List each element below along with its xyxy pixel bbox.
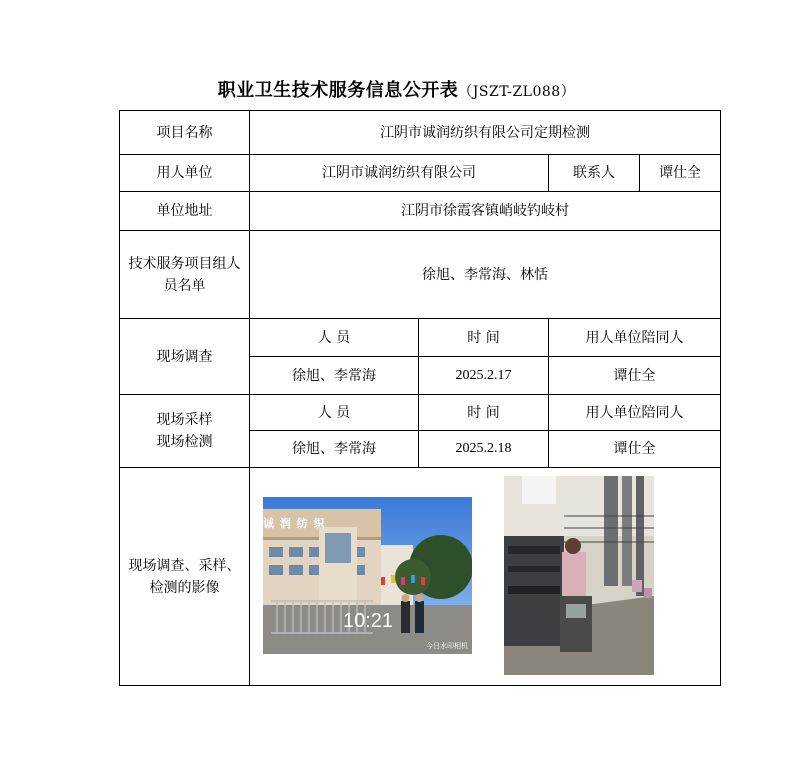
address-value: 江阴市徐霞客镇峭岐钓岐村 xyxy=(250,192,721,231)
title-code: （JSZT-ZL088） xyxy=(458,84,576,100)
contact-value: 谭仕全 xyxy=(640,155,721,192)
row-site-survey-header xyxy=(120,319,721,357)
sampling-header-people: 人 员 xyxy=(250,395,419,431)
site-survey-header-time: 时 间 xyxy=(419,319,549,357)
team-value: 徐旭、李常海、林恬 xyxy=(250,231,721,319)
row-sampling-header xyxy=(120,395,721,431)
site-survey-label: 现场调查 xyxy=(120,319,250,395)
page-title xyxy=(0,76,793,102)
row-employer xyxy=(120,155,721,192)
site-survey-people: 徐旭、李常海 xyxy=(250,357,419,395)
photo-sign-text: 诚 润 纺 织 xyxy=(263,517,326,530)
site-survey-header-escort: 用人单位陪同人 xyxy=(549,319,721,357)
row-project-name xyxy=(120,111,721,155)
employer-label: 用人单位 xyxy=(120,155,250,192)
sampling-people: 徐旭、李常海 xyxy=(250,431,419,468)
sampling-header-escort: 用人单位陪同人 xyxy=(549,395,721,431)
project-name-label: 项目名称 xyxy=(120,111,250,155)
row-team xyxy=(120,231,721,319)
workshop-photo xyxy=(504,476,654,675)
row-address xyxy=(120,192,721,231)
factory-gate-photo xyxy=(263,497,472,654)
site-survey-escort: 谭仕全 xyxy=(549,357,721,395)
sampling-date: 2025.2.18 xyxy=(419,431,549,468)
sampling-escort: 谭仕全 xyxy=(549,431,721,468)
sampling-label: 现场采样现场检测 xyxy=(120,395,250,468)
address-label: 单位地址 xyxy=(120,192,250,231)
employer-value: 江阴市诚润纺织有限公司 xyxy=(250,155,549,192)
title-main: 职业卫生技术服务信息公开表 xyxy=(217,80,459,101)
images-label: 现场调查、采样、检测的影像 xyxy=(120,468,250,686)
sampling-header-time: 时 间 xyxy=(419,395,549,431)
photo-watermark: 今日水印相机 xyxy=(426,642,468,650)
project-name-value: 江阴市诚润纺织有限公司定期检测 xyxy=(250,111,721,155)
photo-time-text: 10:21 xyxy=(343,610,394,632)
workshop-image xyxy=(504,476,654,675)
site-survey-date: 2025.2.17 xyxy=(419,357,549,395)
site-survey-header-people: 人 员 xyxy=(250,319,419,357)
contact-label: 联系人 xyxy=(549,155,640,192)
team-label: 技术服务项目组人员名单 xyxy=(120,231,250,319)
